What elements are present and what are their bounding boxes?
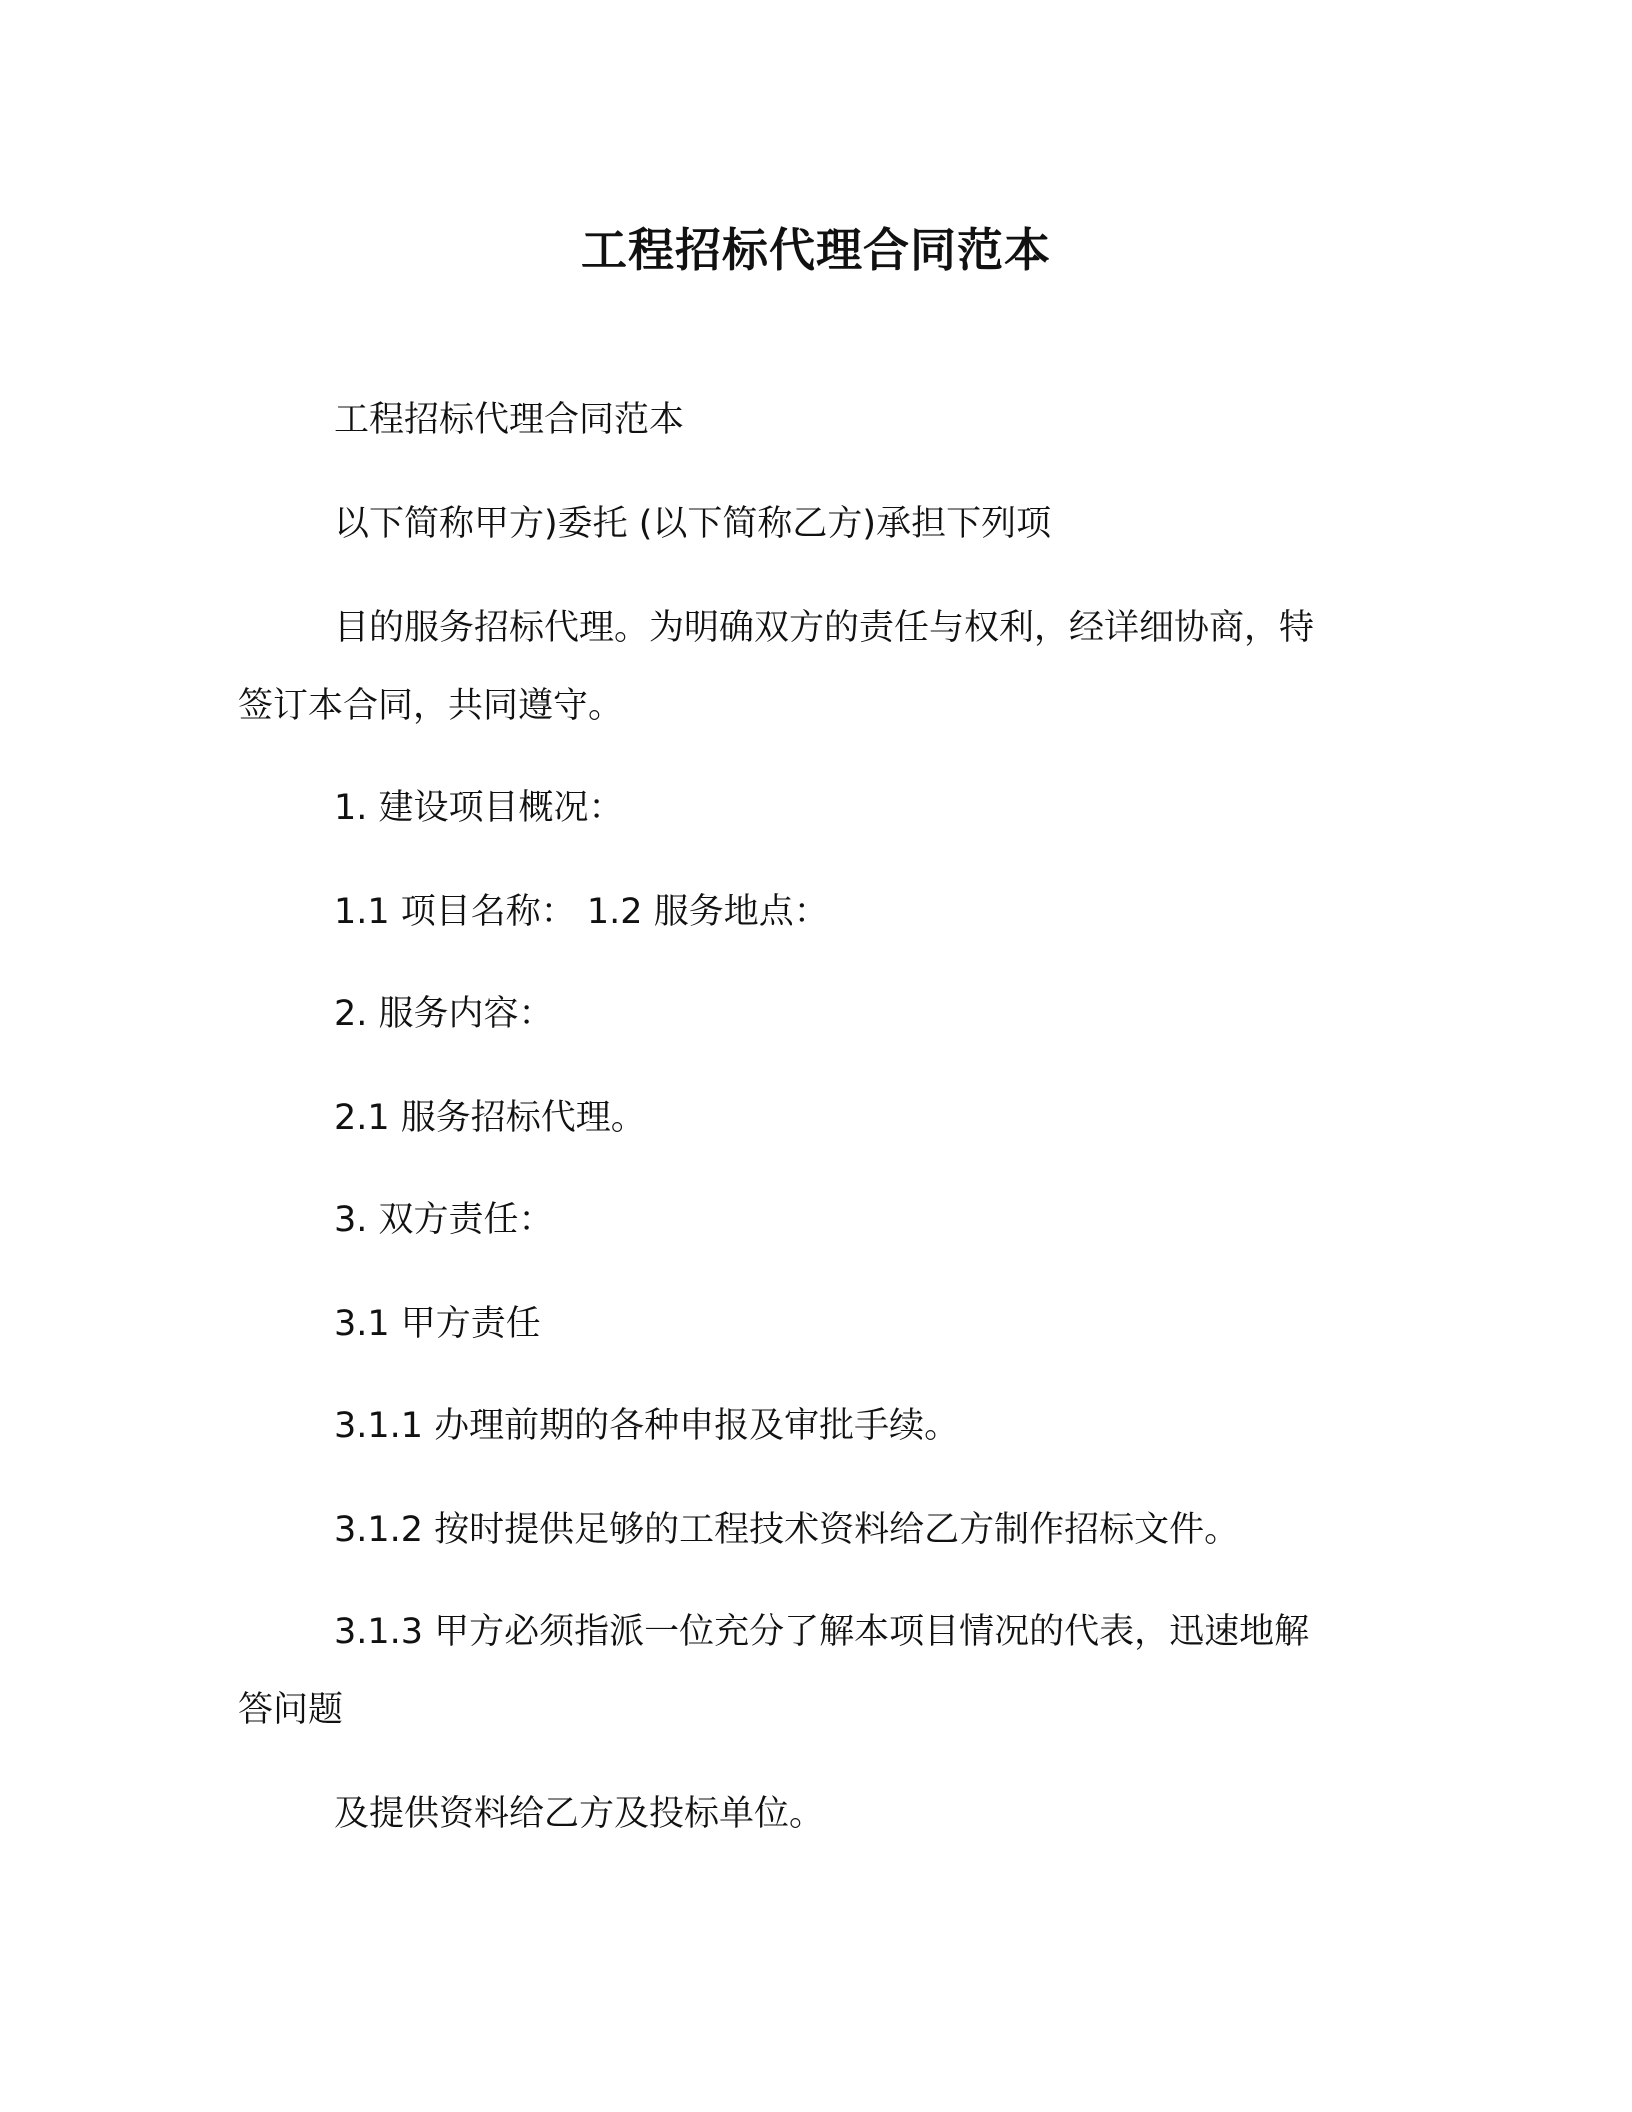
section-3-1-3: 3.1.3 甲方必须指派一位充分了解本项目情况的代表，迅速地解 [334,1612,1310,1652]
paragraph-intro-line-3: 签订本合同，共同遵守。 [238,686,624,726]
section-3-1-3-tail: 及提供资料给乙方及投标单位。 [334,1794,825,1834]
paragraph-heading: 工程招标代理合同范本 [334,400,685,440]
section-3-1-3-continued: 答问题 [238,1690,344,1730]
section-2-1: 2.1 服务招标代理。 [334,1098,646,1138]
section-3-1: 3.1 甲方责任 [334,1304,541,1344]
paragraph-intro-line-2: 目的服务招标代理。为明确双方的责任与权利，经详细协商，特 [334,608,1315,648]
section-2-heading: 2. 服务内容： [334,994,554,1034]
section-3-1-2: 3.1.2 按时提供足够的工程技术资料给乙方制作招标文件。 [334,1510,1240,1550]
section-1-heading: 1. 建设项目概况： [334,788,624,828]
document-title: 工程招标代理合同范本 [581,223,1051,277]
section-1-items: 1.1 项目名称： 1.2 服务地点： [334,892,829,932]
section-3-1-1: 3.1.1 办理前期的各种申报及审批手续。 [334,1406,960,1446]
section-3-heading: 3. 双方责任： [334,1200,554,1240]
paragraph-intro-line-1: 以下简称甲方)委托 (以下简称乙方)承担下列项 [334,504,1052,544]
